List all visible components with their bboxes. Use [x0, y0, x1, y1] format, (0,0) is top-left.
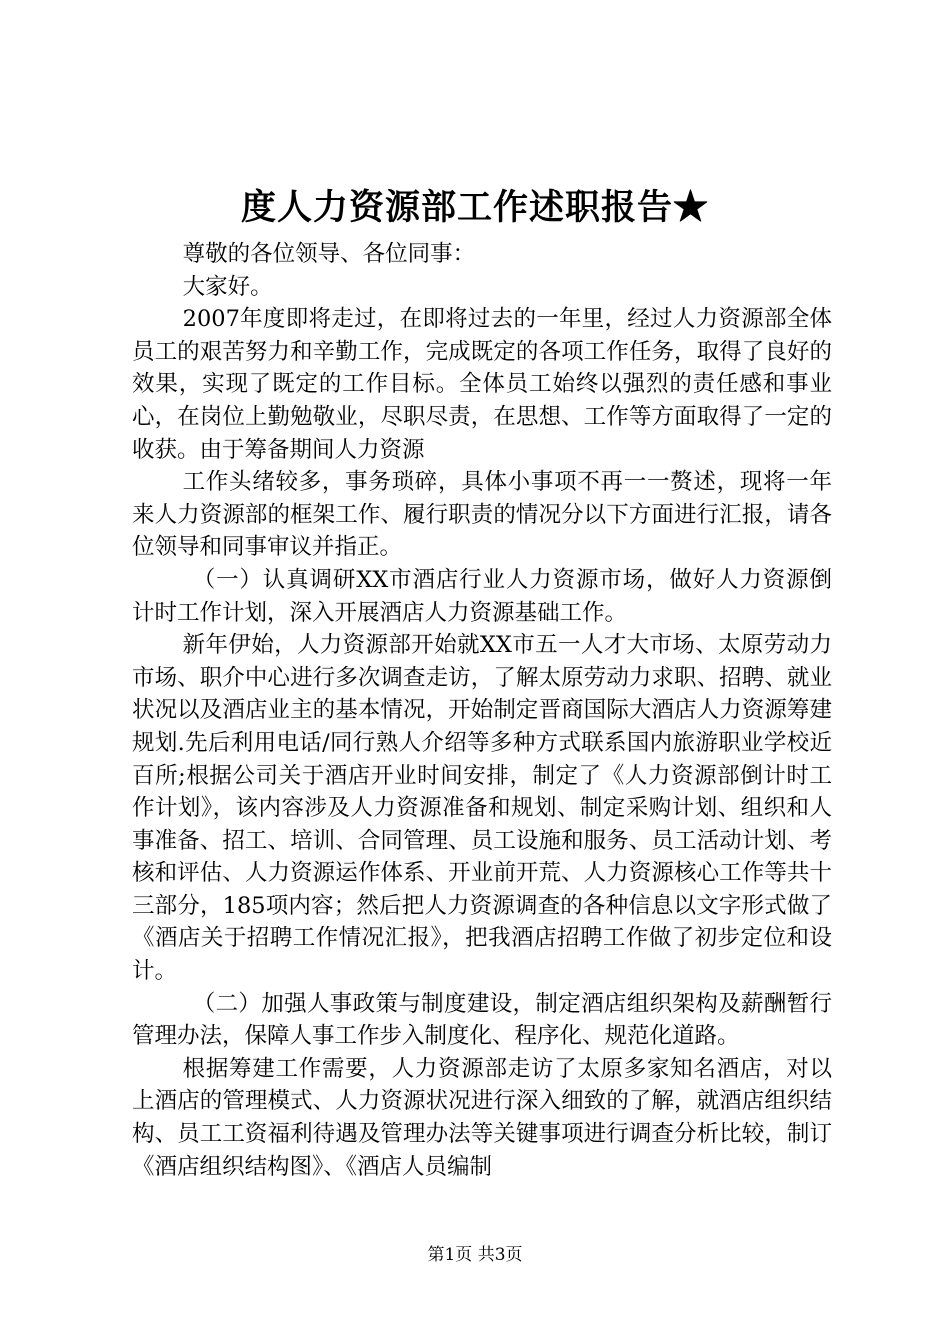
document-body	[132, 238, 832, 1183]
section-heading-2: （二）加强人事政策与制度建设，制定酒店组织架构及薪酬暂行管理办法，保障人事工作步入制度化、程序化、规范化道路。	[132, 990, 832, 1050]
paragraph-continuation: 工作头绪较多，事务琐碎，具体小事项不再一一赘述，现将一年来人力资源部的框架工作、履行职责的情况分以下方面进行汇报，请各位领导和同事审议并指正。	[132, 469, 832, 561]
paragraph-intro: 2007年度即将走过，在即将过去的一年里，经过人力资源部全体员工的艰苦努力和辛勤工作，完成既定的各项工作任务，取得了良好的效果，实现了既定的工作目标。全体员工始终以强烈的责任感和事业心，在岗位上勤勉敬业，尽职尽责，在思想、工作等方面取得了一定的收获。由于筹备期间人力资源	[132, 306, 832, 463]
section-heading-1: （一）认真调研XX市酒店行业人力资源市场，做好人力资源倒计时工作计划，深入开展酒店人力资源基础工作。	[132, 566, 832, 626]
paragraph-section-1: 新年伊始，人力资源部开始就XX市五一人才大市场、太原劳动力市场、职介中心进行多次调查走访，了解太原劳动力求职、招聘、就业状况以及酒店业主的基本情况，开始制定晋商国际大酒店人力资源筹建规划.先后利用电话/同行熟人介绍等多种方式联系国内旅游职业学校近百所;根据公司关于酒店开业时间安排，制定了《人力资源部倒计时工作计划》，该内容涉及人力资源准备和规划、制定采购计划、组织和人事准备、招工、培训、合同管理、员工设施和服务、员工活动计划、考核和评估、人力资源运作体系、开业前开荒、人力资源核心工作等共十三部分，185项内容；然后把人力资源调查的各种信息以文字形式做了《酒店关于招聘工作情况汇报》，把我酒店招聘工作做了初步定位和设计。	[132, 632, 832, 985]
document-title: 度人力资源部工作述职报告★	[240, 187, 709, 228]
salutation: 尊敬的各位领导、各位同事：	[182, 241, 476, 267]
greeting: 大家好。	[182, 273, 273, 300]
page-footer: 第1页 共3页	[427, 1245, 523, 1265]
paragraph-section-2: 根据筹建工作需要，人力资源部走访了太原多家知名酒店，对以上酒店的管理模式、人力资源状况进行深入细致的了解，就酒店组织结构、员工工资福利待遇及管理办法等关键事项进行调查分析比较，制订《酒店组织结构图》、《酒店人员编制	[132, 1055, 832, 1180]
